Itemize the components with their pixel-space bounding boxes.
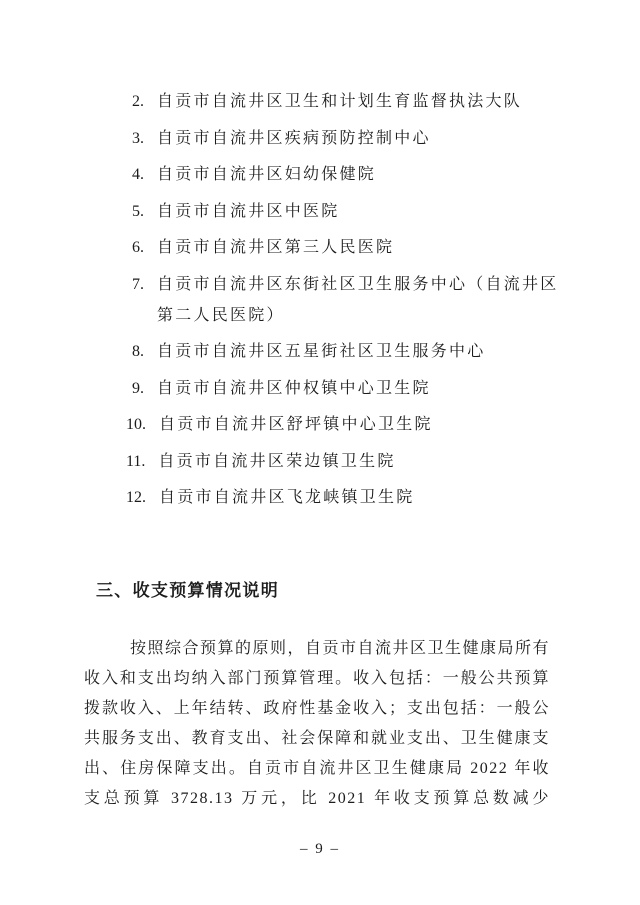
unit-list — [126, 86, 569, 519]
list-item-number: 10. — [126, 416, 146, 433]
list-item — [126, 269, 569, 331]
page-number: – 9 – — [300, 841, 340, 857]
list-item — [126, 446, 569, 477]
list-item-number: 3. — [132, 129, 144, 147]
list-item — [126, 196, 569, 227]
list-item-text: 自贡市自流井区仲权镇中心卫生院 — [157, 379, 431, 397]
list-item — [126, 232, 569, 263]
list-item-number: 9. — [132, 379, 144, 397]
list-item-text: 自贡市自流井区卫生和计划生育监督执法大队 — [157, 93, 523, 110]
list-item-text: 自贡市自流井区中医院 — [157, 202, 340, 220]
list-item-text: 自贡市自流井区荣边镇卫生院 — [158, 452, 396, 470]
list-item — [126, 159, 569, 190]
list-item-text: 自贡市自流井区飞龙峡镇卫生院 — [159, 489, 415, 506]
list-item-text: 自贡市自流井区东街社区卫生服务中心（自流井区第二人民医院） — [157, 275, 559, 324]
list-item-number: 6. — [132, 239, 144, 256]
list-item-text: 自贡市自流井区第三人民医院 — [157, 239, 395, 256]
list-item-number: 2. — [132, 93, 144, 110]
list-item — [126, 409, 569, 440]
list-item — [126, 373, 569, 404]
section-heading: 三、收支预算情况说明 — [96, 581, 279, 600]
list-item-text: 自贡市自流井区疾病预防控制中心 — [157, 129, 431, 147]
list-item-text: 自贡市自流井区五星街社区卫生服务中心 — [157, 343, 486, 360]
list-item — [126, 336, 569, 367]
list-item-number: 7. — [132, 275, 144, 293]
list-item-number: 4. — [132, 166, 144, 183]
budget-paragraph: 按照综合预算的原则，自贡市自流井区卫生健康局所有收入和支出均纳入部门预算管理。收入包括：一般公共预算拨款收入、上年结转、政府性基金收入；支出包括：一般公共服务支出、教育支出、社会保障和就业支出、卫生健康支出、住房保障支出。自贡市自流井区卫生健康局 2022 年收支总预算 3728.13 万元，比 2021 年收支预算总数减少 — [84, 640, 551, 807]
list-item — [126, 123, 569, 154]
list-item-number: 5. — [132, 202, 144, 220]
list-item — [126, 482, 569, 513]
list-item-number: 8. — [132, 343, 144, 360]
list-item-number: 12. — [126, 489, 146, 506]
list-item-number: 11. — [126, 452, 146, 470]
list-item-text: 自贡市自流井区妇幼保健院 — [157, 166, 377, 183]
list-item-text: 自贡市自流井区舒坪镇中心卫生院 — [159, 416, 433, 433]
list-item — [126, 86, 569, 117]
